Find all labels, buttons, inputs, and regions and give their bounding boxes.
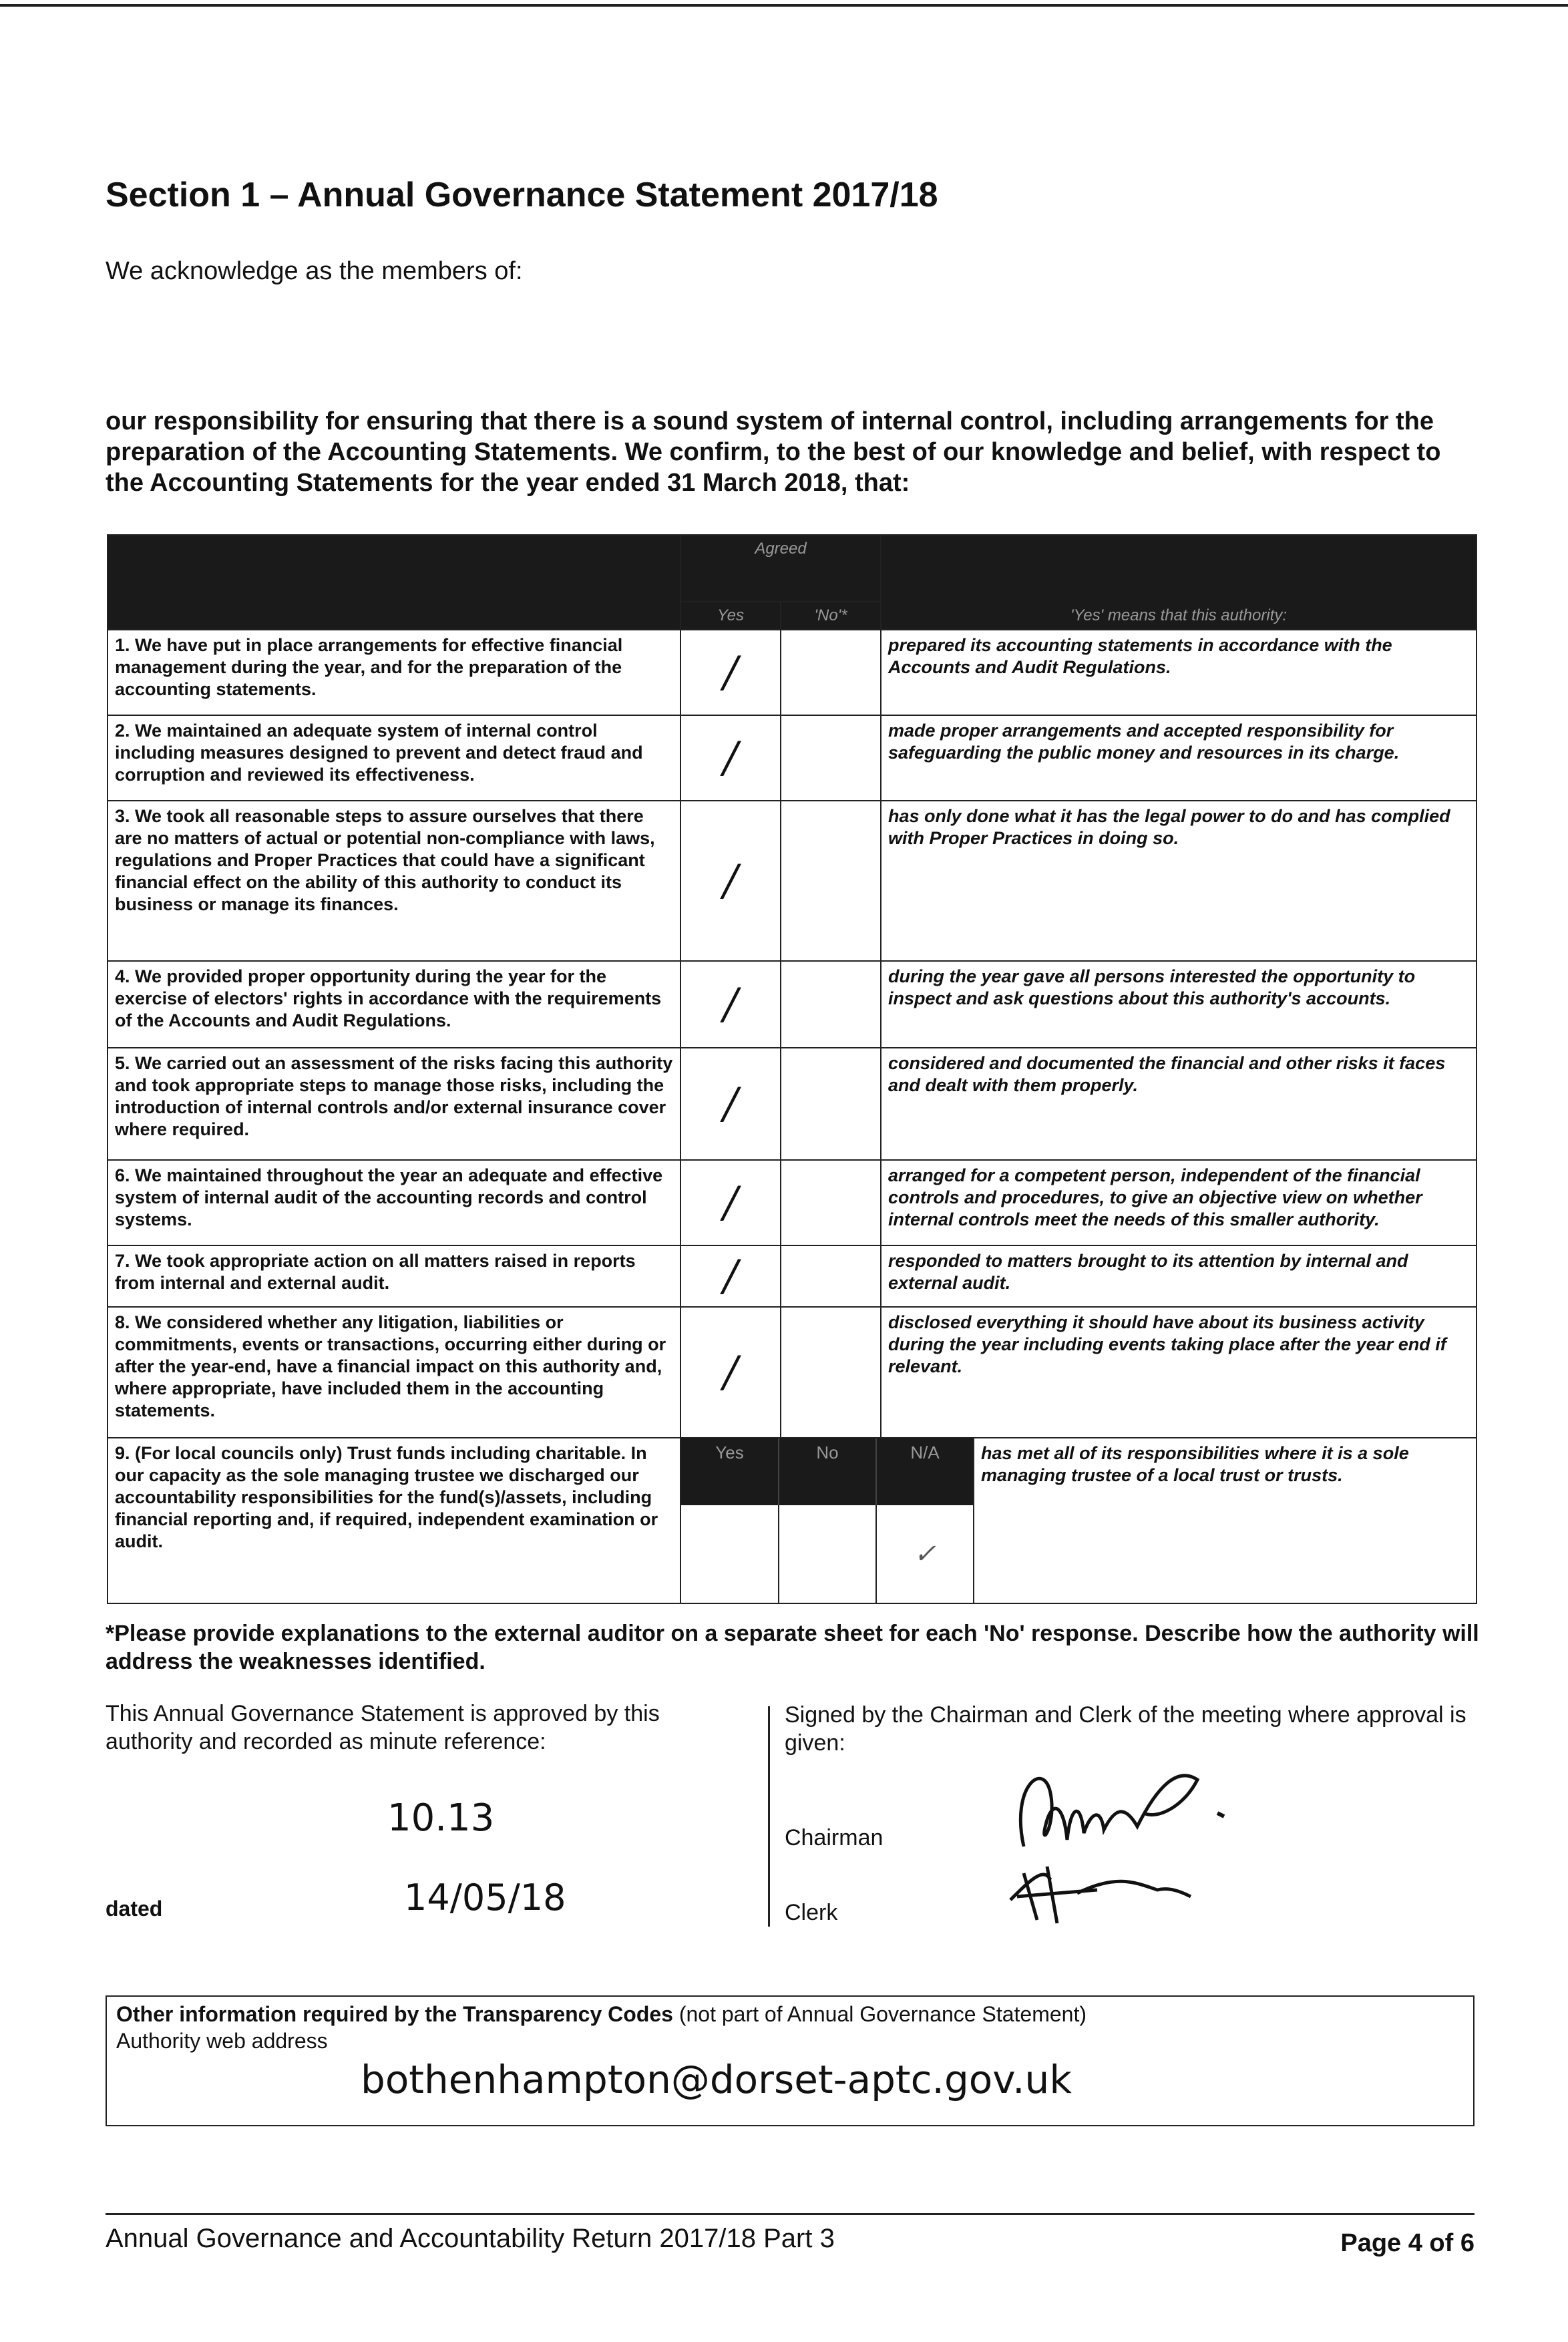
yes-mark-8: / <box>680 1307 781 1438</box>
page-number: Page 4 of 6 <box>1340 2229 1475 2257</box>
no-response-note: *Please provide explanations to the external auditor on a separate sheet for each 'No' response. Describe how the authority will address the weaknesses identified. <box>106 1621 1479 1674</box>
footer-rule <box>106 2213 1475 2215</box>
section-title: Section 1 – Annual Governance Statement 2017/18 <box>106 176 938 214</box>
chairman-label: Chairman <box>785 1825 884 1850</box>
no-mark-1 <box>781 630 881 715</box>
statement-9: 9. (For local councils only) Trust funds including charitable. In our capacity as the sole managing trustee we discharged our accountability responsibilities for the fund(s)/assets, including financial reporting and, if required, independent examination or audit. <box>108 1438 680 1603</box>
yes-mark-6: / <box>680 1160 781 1245</box>
footer-title: Annual Governance and Accountability Return 2017/18 Part 3 <box>106 2224 835 2253</box>
table-row <box>108 801 1477 961</box>
means-5: considered and documented the financial and other risks it faces and dealt with them properly. <box>881 1048 1477 1160</box>
governance-table <box>107 534 1477 1604</box>
row9-yes-header: Yes <box>681 1438 779 1505</box>
statement-2: 2. We maintained an adequate system of internal control including measures designed to prevent and detect fraud and corruption and reviewed its effectiveness. <box>108 715 680 801</box>
row9-no-header: No <box>779 1438 876 1505</box>
row9-na-header: N/A <box>876 1438 974 1505</box>
yes-mark-5: / <box>680 1048 781 1160</box>
means-2: made proper arrangements and accepted responsibility for safeguarding the public money and resources in its charge. <box>881 715 1477 801</box>
means-4: during the year gave all persons interested the opportunity to inspect and ask questions about this authority's accounts. <box>881 961 1477 1048</box>
signatures-image <box>984 1746 1291 1927</box>
yes-mark-4: / <box>680 961 781 1048</box>
dated-label: dated <box>106 1897 163 1921</box>
approval-text: This Annual Governance Statement is approved by this authority and recorded as minute reference: <box>106 1701 660 1754</box>
table-row <box>108 1160 1477 1245</box>
signature-block <box>768 1702 1485 1927</box>
row9-na-mark: ✓ <box>914 1539 936 1569</box>
statement-1: 1. We have put in place arrangements for effective financial management during the year, and for the preparation of the accounting statements. <box>108 630 680 715</box>
yes-mark-3: / <box>680 801 781 961</box>
table-row <box>108 715 1477 801</box>
statement-7: 7. We took appropriate action on all matters raised in reports from internal and external audit. <box>108 1245 680 1307</box>
header-no: 'No'* <box>781 602 881 630</box>
top-rule <box>0 4 1568 7</box>
no-mark-5 <box>781 1048 881 1160</box>
means-9: has met all of its responsibilities where it is a sole managing trustee of a local trust or trusts. <box>974 1438 1476 1603</box>
statement-8: 8. We considered whether any litigation, liabilities or commitments, events or transactions, occurring either during or after the year-end, have a financial impact on this authority and, where appropriate, have included them in the accounting statements. <box>108 1307 680 1438</box>
header-yes: Yes <box>680 602 781 630</box>
header-means: 'Yes' means that this authority: <box>881 535 1477 630</box>
acknowledge-text: We acknowledge as the members of: <box>106 257 523 285</box>
other-info-rest: (not part of Annual Governance Statement) <box>672 2002 1087 2026</box>
yes-mark-7: / <box>680 1245 781 1307</box>
signed-text: Signed by the Chairman and Clerk of the meeting where approval is given: <box>785 1702 1466 1756</box>
means-1: prepared its accounting statements in accordance with the Accounts and Audit Regulations. <box>881 630 1477 715</box>
intro-paragraph: our responsibility for ensuring that there is a sound system of internal control, including arrangements for the preparation of the Accounting Statements. We confirm, to the best of our knowledge and belief, with respect to the Accounting Statements for the year ended 31 March 2018, that: <box>106 407 1441 497</box>
clerk-label: Clerk <box>785 1900 838 1925</box>
statement-5: 5. We carried out an assessment of the risks facing this authority and took appropriate steps to manage those risks, including the introduction of internal controls and/or external insurance cover where required. <box>108 1048 680 1160</box>
table-row <box>108 961 1477 1048</box>
row9-no-cell <box>779 1505 876 1603</box>
minute-reference: 10.13 <box>387 1796 495 1840</box>
yes-mark-2: / <box>680 715 781 801</box>
row9-answer-area <box>680 1438 1477 1603</box>
other-info-heading <box>116 2002 1087 2027</box>
dated-value: 14/05/18 <box>404 1877 566 1919</box>
table-row <box>108 1245 1477 1307</box>
table-row <box>108 1307 1477 1438</box>
no-mark-6 <box>781 1160 881 1245</box>
web-address-label: Authority web address <box>116 2029 328 2053</box>
statement-3: 3. We took all reasonable steps to assure ourselves that there are no matters of actual or potential non-compliance with laws, regulations and Proper Practices that could have a significant financial effect on the ability of this authority to conduct its business or manage its finances. <box>108 801 680 961</box>
no-mark-8 <box>781 1307 881 1438</box>
other-information-box <box>106 1995 1475 2126</box>
means-6: arranged for a competent person, independent of the financial controls and procedures, to give an objective view on whether internal controls meet the needs of this smaller authority. <box>881 1160 1477 1245</box>
row9-yes-cell <box>681 1505 779 1603</box>
no-mark-2 <box>781 715 881 801</box>
header-blank <box>108 535 680 630</box>
table-row <box>108 1438 1477 1603</box>
yes-mark-1: / <box>680 630 781 715</box>
table-row <box>108 630 1477 715</box>
means-3: has only done what it has the legal power to do and has complied with Proper Practices in doing so. <box>881 801 1477 961</box>
statement-4: 4. We provided proper opportunity during the year for the exercise of electors' rights in accordance with the requirements of the Accounts and Audit Regulations. <box>108 961 680 1048</box>
means-8: disclosed everything it should have about its business activity during the year including events taking place after the year end if relevant. <box>881 1307 1477 1438</box>
other-info-bold: Other information required by the Transparency Codes <box>116 2002 673 2026</box>
web-address-value: bothenhampton@dorset-aptc.gov.uk <box>361 2057 1072 2102</box>
row9-inner-table <box>681 1438 1476 1603</box>
no-mark-3 <box>781 801 881 961</box>
no-mark-4 <box>781 961 881 1048</box>
means-7: responded to matters brought to its attention by internal and external audit. <box>881 1245 1477 1307</box>
no-mark-7 <box>781 1245 881 1307</box>
statement-6: 6. We maintained throughout the year an adequate and effective system of internal audit of the accounting records and control systems. <box>108 1160 680 1245</box>
header-agreed: Agreed <box>680 535 881 602</box>
table-row <box>108 1048 1477 1160</box>
